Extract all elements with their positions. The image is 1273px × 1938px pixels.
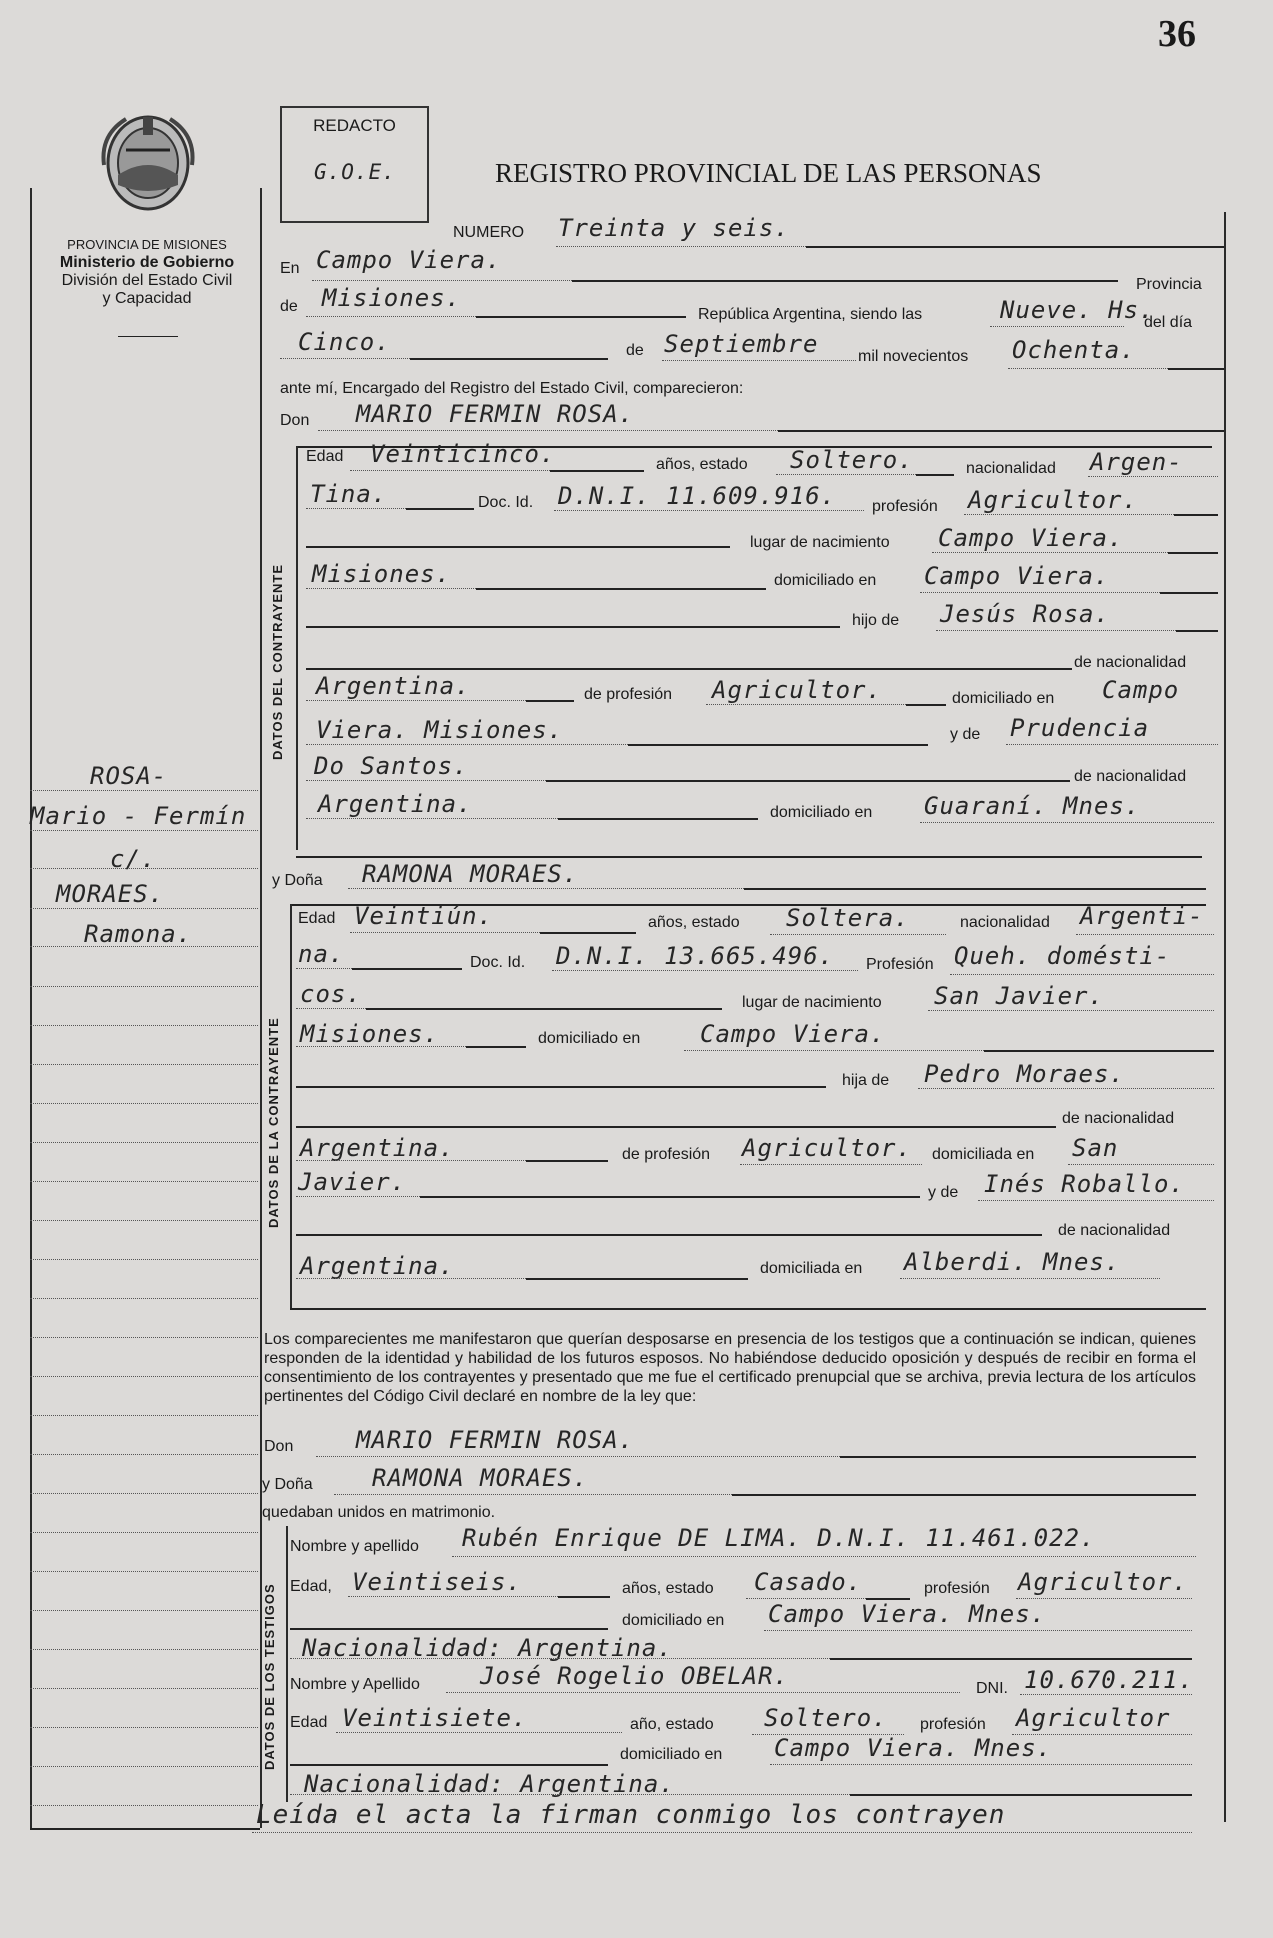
c-doc-label: Doc. Id. (478, 494, 534, 511)
quedaban-label: quedaban unidos en matrimonio. (262, 1504, 496, 1521)
f-domicilio-label: domiciliado en (538, 1030, 641, 1047)
f-padre-nac-label: de nacionalidad (1062, 1110, 1175, 1127)
contrayente-section-label: DATOS DEL CONTRAYENTE (270, 563, 285, 760)
testigos-section-label: DATOS DE LOS TESTIGOS (262, 1583, 277, 1770)
c-estado-value: Soltero. (790, 446, 914, 474)
c-edad-label: Edad (306, 448, 344, 465)
f-estado-label: años, estado (648, 914, 740, 931)
office-division: División del Estado Civil (61, 272, 233, 289)
ante-label: ante mí, Encargado del Registro del Estado Civil, comparecieron: (280, 380, 744, 397)
c-madre-nac-value: Argentina. (318, 790, 473, 818)
c-domicilio-label: domiciliado en (774, 572, 877, 589)
c-madre-value1: Prudencia (1010, 714, 1150, 742)
t2-domicilio-value: Campo Viera. Mnes. (774, 1734, 1053, 1762)
dona2-label: y Doña (262, 1476, 313, 1493)
t2-estado-label: año, estado (630, 1716, 714, 1733)
f-lugar-value2: Misiones. (300, 1020, 440, 1048)
office-capacity: y Capacidad (102, 290, 192, 307)
t2-dni-value: 10.670.211. (1024, 1666, 1194, 1694)
t2-profesion-label: profesión (920, 1716, 986, 1733)
closing-statement: Leída el acta la firman conmigo los contrayen (256, 1800, 1006, 1830)
don-value: MARIO FERMIN ROSA. (356, 400, 635, 428)
numero-value: Treinta y seis. (558, 214, 790, 242)
f-padre-prof-value: Agricultor. (742, 1134, 912, 1162)
page-title: REGISTRO PROVINCIAL DE LAS PERSONAS (495, 158, 1042, 188)
f-nacionalidad-value2: na. (298, 940, 345, 968)
t2-nacionalidad-value: Nacionalidad: Argentina. (304, 1770, 675, 1798)
c-estado-label: años, estado (656, 456, 748, 473)
f-padre-dom-value2: Javier. (298, 1168, 407, 1196)
t1-domicilio-value: Campo Viera. Mnes. (768, 1600, 1047, 1628)
office-ministry: Ministerio de Gobierno (59, 254, 235, 271)
t2-dni-label: DNI. (976, 1680, 1008, 1697)
anio-value: Ochenta. (1012, 336, 1136, 364)
t1-nacionalidad-value: Nacionalidad: Argentina. (302, 1634, 673, 1662)
numero-label: NUMERO (453, 224, 525, 241)
f-lugar-value: San Javier. (934, 982, 1104, 1010)
f-madre-nac-label: de nacionalidad (1058, 1222, 1171, 1239)
del-dia-label: del día (1144, 314, 1193, 331)
don-label: Don (280, 412, 310, 429)
redacto-stamp (280, 106, 429, 223)
c-padre-nac-value: Argentina. (316, 672, 471, 700)
t1-profesion-label: profesión (924, 1580, 990, 1597)
c-profesion-value: Agricultor. (968, 486, 1138, 514)
office-heading (30, 236, 264, 308)
c-padre-dom-value2: Viera. Misiones. (316, 716, 564, 744)
f-madre-value: Inés Roballo. (984, 1170, 1185, 1198)
contrayenta-section-label: DATOS DE LA CONTRAYENTE (266, 1017, 281, 1228)
stamp-initials: G.O.E. (314, 160, 396, 184)
f-nacionalidad-value1: Argenti- (1080, 902, 1204, 930)
t1-nombre-label: Nombre y apellido (290, 1538, 419, 1555)
c-madre-nac-label: de nacionalidad (1074, 768, 1187, 785)
c-padre-dom-label: domiciliado en (952, 690, 1055, 707)
c-padre-prof-value: Agricultor. (712, 676, 882, 704)
f-padre-dom-value1: San (1072, 1134, 1119, 1162)
c-edad-value: Veinticinco. (370, 440, 556, 468)
t2-nombre-value: José Rogelio OBELAR. (480, 1662, 789, 1690)
don2-value: MARIO FERMIN ROSA. (356, 1426, 635, 1454)
dona-value: RAMONA MORAES. (362, 860, 579, 888)
c-madre-value2: Do Santos. (314, 752, 469, 780)
c-nacionalidad-label: nacionalidad (966, 460, 1056, 477)
f-padre-nac-value: Argentina. (300, 1134, 455, 1162)
c-madre-dom-label: domiciliado en (770, 804, 873, 821)
c-padre-dom-value1: Campo (1102, 676, 1180, 704)
margin-note-name2: Ramona. (84, 920, 193, 948)
provincial-seal-icon (96, 105, 200, 222)
t1-profesion-value: Agricultor. (1018, 1568, 1188, 1596)
page-number: 36 (1158, 13, 1196, 55)
de-month-label: de (626, 342, 644, 359)
f-doc-value: D.N.I. 13.665.496. (556, 942, 835, 970)
t2-nombre-label: Nombre y Apellido (290, 1676, 420, 1693)
f-profesion-value1: Queh. domésti- (954, 942, 1171, 970)
don2-label: Don (264, 1438, 294, 1455)
f-estado-value: Soltera. (786, 904, 910, 932)
c-lugar-value2: Misiones. (312, 560, 452, 588)
t2-profesion-value: Agricultor (1016, 1704, 1171, 1732)
c-profesion-label: profesión (872, 498, 938, 515)
f-madre-nac-value: Argentina. (300, 1252, 455, 1280)
declaration-paragraph: Los comparecientes me manifestaron que querían desposarse en presencia de los testigos que a continuación se indican, quienes responden de la identidad y habilidad de los futuros esposos. No habiéndose deducido oposición y después de recibir en forma el consentimiento de los contrayentes y presentado que me fue el certificado prenupcial que se archiva, previa lectura de los artículos pertinentes del Código Civil declaré en nombre de la ley que: (264, 1331, 1196, 1405)
margin-note-with: c/. (110, 845, 157, 873)
c-hijo-label: hijo de (852, 612, 900, 629)
provincia-label: Provincia (1136, 276, 1202, 293)
t1-estado-value: Casado. (754, 1568, 863, 1596)
t2-estado-value: Soltero. (764, 1704, 888, 1732)
de-province-value: Misiones. (322, 284, 462, 312)
office-province: PROVINCIA DE MISIONES (67, 237, 227, 252)
f-edad-value: Veintiún. (354, 902, 494, 930)
t2-edad-value: Veintisiete. (342, 1704, 528, 1732)
t1-edad-value: Veintiseis. (352, 1568, 522, 1596)
f-lugar-label: lugar de nacimiento (742, 994, 882, 1011)
t2-edad-label: Edad (290, 1714, 328, 1731)
c-doc-value: D.N.I. 11.609.916. (558, 482, 837, 510)
republica-label: República Argentina, siendo las (698, 306, 923, 323)
c-lugar-value: Campo Viera. (938, 524, 1124, 552)
margin-note-name: Mario - Fermín (30, 802, 247, 830)
margin-note-surname: ROSA- (90, 762, 168, 790)
t1-domicilio-label: domiciliado en (622, 1612, 725, 1629)
f-padre-dom-label: domiciliada en (932, 1146, 1035, 1163)
c-y-de-label: y de (950, 726, 981, 743)
t1-nombre-value: Rubén Enrique DE LIMA. D.N.I. 11.461.022. (462, 1524, 1096, 1552)
c-padre-value: Jesús Rosa. (940, 600, 1110, 628)
c-padre-nac-label: de nacionalidad (1074, 654, 1187, 671)
en-label: En (280, 260, 300, 277)
t1-estado-label: años, estado (622, 1580, 714, 1597)
c-nacionalidad-value2: Tina. (310, 480, 388, 508)
f-y-de-label: y de (928, 1184, 959, 1201)
en-value: Campo Viera. (316, 246, 502, 274)
t2-domicilio-label: domiciliado en (620, 1746, 723, 1763)
c-madre-dom-value: Guaraní. Mnes. (924, 792, 1141, 820)
stamp-label: REDACTO (313, 116, 396, 135)
de-label: de (280, 298, 298, 315)
c-lugar-label: lugar de nacimiento (750, 534, 890, 551)
t1-edad-label: Edad, (290, 1578, 332, 1595)
dona-label: y Doña (272, 872, 323, 889)
c-padre-prof-label: de profesión (584, 686, 673, 703)
f-hija-label: hija de (842, 1072, 890, 1089)
f-edad-label: Edad (298, 910, 336, 927)
f-madre-dom-label: domiciliada en (760, 1260, 863, 1277)
f-padre-value: Pedro Moraes. (924, 1060, 1125, 1088)
f-padre-prof-label: de profesión (622, 1146, 711, 1163)
margin-note-surname2: MORAES. (56, 880, 165, 908)
dia-value: Cinco. (298, 328, 391, 356)
c-nacionalidad-value1: Argen- (1090, 448, 1183, 476)
mes-value: Septiembre (664, 330, 819, 358)
mil-label: mil novecientos (858, 348, 969, 365)
f-domicilio-value: Campo Viera. (700, 1020, 886, 1048)
f-madre-dom-value: Alberdi. Mnes. (904, 1248, 1121, 1276)
f-profesion-label: Profesión (866, 956, 934, 973)
f-nacionalidad-label: nacionalidad (960, 914, 1050, 931)
c-domicilio-value: Campo Viera. (924, 562, 1110, 590)
f-doc-label: Doc. Id. (470, 954, 526, 971)
f-profesion-value2: cos. (300, 980, 362, 1008)
hora-value: Nueve. Hs. (1000, 296, 1155, 324)
dona2-value: RAMONA MORAES. (372, 1464, 589, 1492)
